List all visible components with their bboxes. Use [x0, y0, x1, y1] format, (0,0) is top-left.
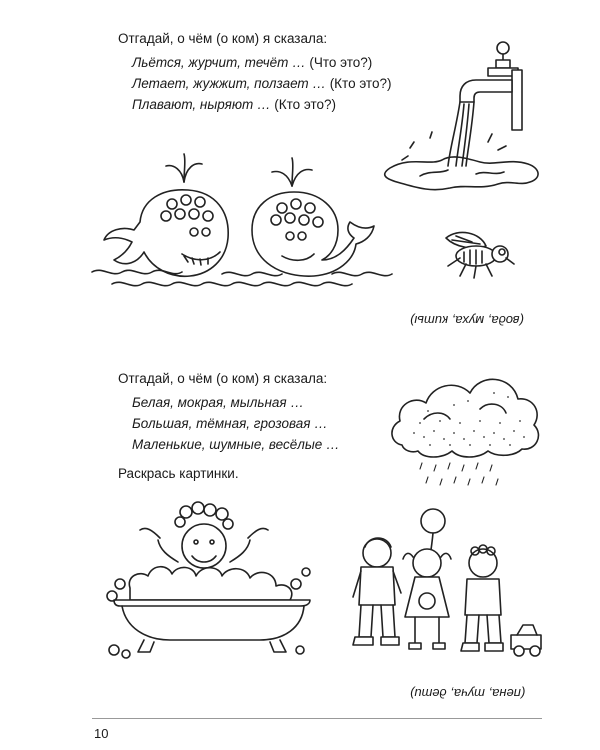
cloud-icon — [384, 365, 544, 495]
riddle2-answer: (пена, туча, дети) — [410, 686, 526, 701]
whales-icon — [92, 150, 392, 295]
fly-icon — [440, 228, 518, 282]
riddle1-line-2 — [132, 73, 391, 94]
riddle1-line-3 — [132, 94, 336, 115]
riddle1-answer: (вода, муха, киты) — [410, 313, 524, 328]
riddle2-line-2: Большая, тёмная, грозовая … — [132, 416, 328, 431]
riddle1-clue-2: Летает, жужжит, ползает … — [132, 76, 326, 91]
children-icon — [335, 505, 550, 665]
riddle2-line-3: Маленькие, шумные, весёлые … — [132, 437, 340, 452]
riddle2-instruction: Раскрась картинки. — [118, 466, 239, 481]
riddle1-clue-1: Льётся, журчит, течёт … — [132, 55, 306, 70]
page-number: 10 — [94, 726, 109, 741]
footer-divider — [92, 718, 542, 719]
riddle2-prompt: Отгадай, о чём (о ком) я сказала: — [118, 371, 328, 386]
riddle1-line-1 — [132, 52, 372, 73]
riddle1-question-2: (Кто это?) — [325, 76, 392, 91]
riddle1-question-3: (Кто это?) — [270, 97, 337, 112]
riddle2-line-1: Белая, мокрая, мыльная … — [132, 395, 304, 410]
faucet-icon — [370, 38, 550, 203]
riddle1-prompt: Отгадай, о чём (о ком) я сказала: — [118, 31, 328, 46]
riddle1-clue-3: Плавают, ныряют … — [132, 97, 271, 112]
bath-icon — [100, 500, 325, 660]
riddle1-question-1: (Что это?) — [305, 55, 373, 70]
